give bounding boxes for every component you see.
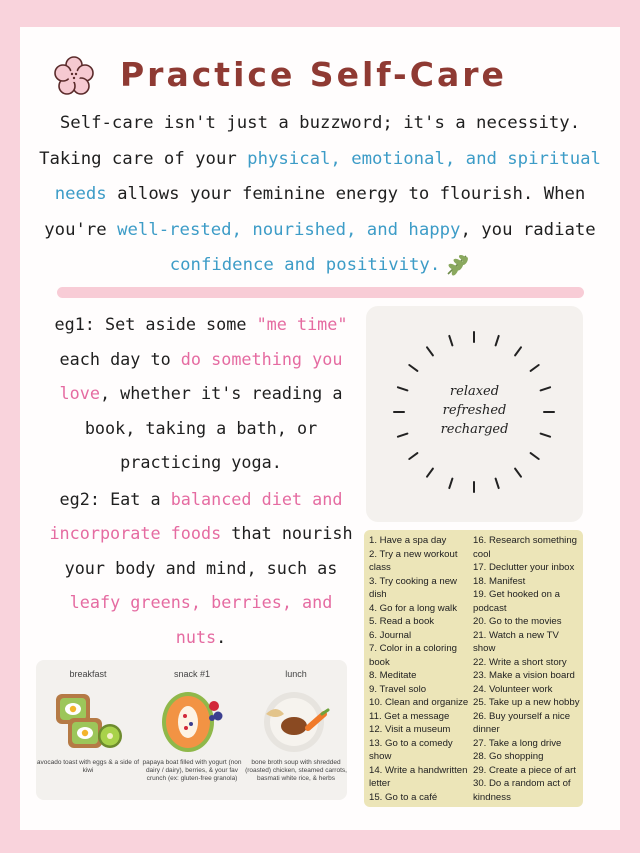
- list-item: 30. Do a random act of kindness: [473, 778, 571, 803]
- list-item: 18. Manifest: [473, 575, 526, 587]
- sun-ray: [531, 365, 539, 371]
- papaya-boat-icon: [154, 684, 230, 756]
- page-title: Practice Self-Care: [120, 55, 507, 94]
- relaxed-circle-card: [366, 306, 583, 522]
- sun-ray: [427, 347, 433, 355]
- flower-icon: [54, 56, 94, 96]
- sun-ray: [449, 479, 452, 489]
- intro-highlight: confidence and positivity.: [169, 255, 441, 275]
- avocado-toast-icon: [50, 684, 126, 756]
- list-item: 5. Read a book: [369, 616, 435, 627]
- tip-highlight: balanced diet and incorporate foods: [49, 488, 343, 543]
- tip-eg1: [40, 307, 362, 480]
- meal-desc: papaya boat filled with yogurt (non dairy / dairy), berries, & your fav crunch (ex: gluten-free granola): [142, 759, 242, 782]
- list-item: 20. Go to the movies: [473, 616, 562, 627]
- tips-section: [40, 307, 362, 654]
- intro-text: Self-care isn't just a buzzword; it's a necessity. Taking care of your: [39, 113, 581, 169]
- list-item: 19. Get hooked on a podcast: [473, 589, 560, 614]
- tip-highlight: do something you love: [59, 348, 343, 403]
- intro-text: , you radiate: [460, 219, 596, 240]
- sun-ray: [515, 469, 521, 477]
- meal-desc: avocado toast with eggs & a side of kiwi: [36, 759, 140, 774]
- list-item: 16. Research something cool: [473, 535, 577, 560]
- intro-paragraph: [28, 106, 612, 284]
- list-item: 24. Volunteer work: [473, 683, 553, 695]
- tip-eg2: [40, 482, 362, 655]
- meal-plan-card: [36, 660, 347, 800]
- list-item: 12. Visit a museum: [369, 724, 451, 735]
- self-care-list: [364, 530, 583, 807]
- tip-text: each day to: [59, 348, 181, 369]
- divider: [57, 287, 584, 298]
- list-item: 22. Write a short story: [473, 656, 567, 668]
- list-item: 3. Try cooking a new dish: [369, 575, 457, 600]
- tip-text: .: [216, 626, 227, 647]
- tip-text: eg2: Eat a: [59, 488, 171, 509]
- list-item: 13. Go to a comedy show: [369, 737, 453, 762]
- meal-desc: bone broth soup with shredded (roasted) chicken, steamed carrots, basmati white rice, & herbs: [245, 759, 347, 782]
- intro-text: allows your feminine energy to flourish. When you're: [44, 184, 586, 240]
- soup-bowl-icon: [258, 684, 334, 756]
- sun-ray: [496, 479, 499, 489]
- list-column-right: [473, 534, 581, 804]
- list-item: 29. Create a piece of art: [473, 764, 576, 776]
- list-item: 4. Go for a long walk: [369, 602, 457, 614]
- meal-label: snack #1: [173, 669, 211, 679]
- list-item: 21. Watch a new TV show: [473, 629, 559, 654]
- circle-word: refreshed: [442, 403, 507, 418]
- circle-word: relaxed: [449, 384, 500, 399]
- circle-words: [366, 382, 583, 439]
- sun-ray: [409, 453, 417, 459]
- list-column-left: [369, 534, 473, 804]
- list-item: 10. Clean and organize: [369, 697, 469, 708]
- title-row: [50, 47, 590, 109]
- list-item: 2. Try a new workout class: [369, 548, 458, 573]
- circle-word: recharged: [440, 422, 509, 437]
- list-item: 8. Meditate: [369, 670, 417, 681]
- list-item: 14. Write a handwritten letter: [369, 764, 468, 789]
- sun-ray: [496, 336, 499, 346]
- list-item: 1. Have a spa day: [369, 535, 447, 546]
- sun-ray: [409, 365, 417, 371]
- list-item: 26. Buy yourself a nice dinner: [473, 710, 571, 735]
- list-item: 15. Go to a café: [369, 791, 438, 803]
- list-item: 6. Journal: [369, 629, 412, 641]
- list-item: 11. Get a message: [369, 710, 450, 722]
- tip-text: that nourish your body and mind, such as: [64, 523, 353, 578]
- leaf-icon: [444, 253, 470, 277]
- sun-ray: [515, 347, 521, 355]
- list-item: 23. Make a vision board: [473, 670, 575, 681]
- tip-text: eg1: Set aside some: [54, 314, 257, 334]
- list-item: 28. Go shopping: [473, 751, 544, 762]
- list-item: 7. Color in a coloring book: [369, 643, 457, 668]
- meal-label: breakfast: [69, 669, 107, 679]
- list-item: 9. Travel solo: [369, 683, 427, 695]
- intro-highlight: physical, emotional, and spiritual needs: [54, 148, 601, 204]
- sun-ray: [427, 469, 433, 477]
- list-item: 25. Take up a new hobby: [473, 697, 580, 708]
- sun-ray: [531, 453, 539, 459]
- tip-highlight: leafy greens, berries, and nuts: [69, 592, 333, 647]
- list-item: 17. Declutter your inbox: [473, 562, 575, 573]
- sun-ray: [449, 336, 452, 346]
- tip-text: , whether it's reading a book, taking a bath, or practicing yoga.: [84, 383, 343, 472]
- tip-highlight: "me time": [256, 314, 348, 334]
- intro-highlight: well-rested, nourished, and happy: [117, 219, 461, 240]
- list-item: 27. Take a long drive: [473, 737, 562, 749]
- meal-label: lunch: [285, 669, 307, 679]
